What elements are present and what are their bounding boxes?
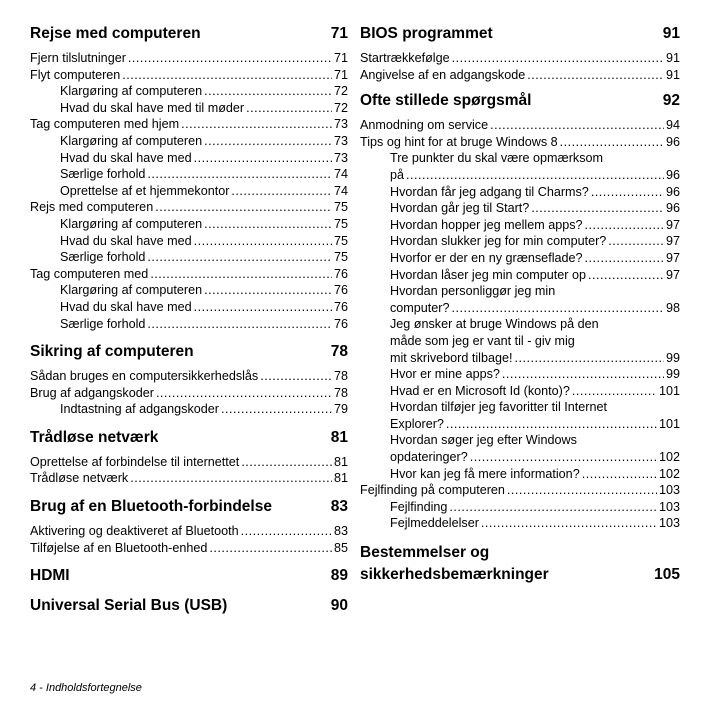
toc-section-title: HDMI — [30, 567, 70, 585]
toc-entry-page: 85 — [333, 540, 348, 555]
toc-entry-page: 91 — [665, 67, 680, 82]
toc-entry[interactable] — [30, 316, 348, 333]
dot-leader — [507, 482, 657, 499]
toc-entry-page: 99 — [665, 350, 680, 365]
toc-entry-page: 101 — [658, 416, 680, 431]
toc-entry-page: 76 — [333, 283, 348, 298]
toc-entry-continued-line: Jeg ønsker at bruge Windows på den — [390, 317, 599, 332]
toc-entry-page: 96 — [665, 184, 680, 199]
toc-entry-label: Hvad du skal have med — [60, 150, 192, 165]
dot-leader — [527, 67, 664, 84]
dot-leader — [122, 67, 332, 84]
dot-leader — [241, 523, 332, 540]
toc-entry[interactable] — [360, 217, 680, 234]
toc-entry-page: 94 — [665, 118, 680, 133]
toc-entry-page: 102 — [658, 466, 680, 481]
toc-section-heading[interactable] — [30, 596, 348, 616]
toc-entry[interactable] — [30, 368, 348, 385]
toc-entry-label: Sådan bruges en computersikkerhedslås — [30, 369, 259, 384]
toc-entry[interactable] — [30, 116, 348, 133]
toc-entry-page: 97 — [665, 234, 680, 249]
toc-entry-label: Hvordan får jeg adgang til Charms? — [390, 184, 589, 199]
toc-entry[interactable] — [360, 416, 680, 433]
toc-section-page: 78 — [330, 343, 348, 361]
toc-entry-label: Tag computeren med — [30, 266, 149, 281]
toc-entry-page: 97 — [665, 250, 680, 265]
toc-entry-page: 96 — [665, 167, 680, 182]
toc-section-title: Ofte stillede spørgsmål — [360, 92, 532, 110]
toc-entry-page: 103 — [658, 516, 680, 531]
toc-entry-label: Aktivering og deaktiveret af Bluetooth — [30, 524, 239, 539]
toc-entry-label: Oprettelse af et hjemmekontor — [60, 183, 230, 198]
toc-entry-label: Hvordan hopper jeg mellem apps? — [390, 217, 583, 232]
dot-leader — [231, 183, 332, 200]
toc-section-title: Universal Serial Bus (USB) — [30, 597, 228, 615]
dot-leader — [452, 300, 664, 317]
toc-column-right — [360, 24, 680, 591]
toc-section-page: 90 — [330, 597, 348, 615]
toc-entry-page: 83 — [333, 524, 348, 539]
toc-section-title: BIOS programmet — [360, 25, 493, 42]
toc-section-title: sikkerhedsbemærkninger — [360, 566, 549, 584]
toc-entry[interactable] — [30, 540, 348, 557]
toc-entry[interactable] — [30, 166, 348, 183]
toc-entry-label: Hvordan går jeg til Start? — [390, 201, 530, 216]
dot-leader — [572, 383, 657, 400]
dot-leader — [204, 133, 332, 150]
dot-leader — [260, 368, 332, 385]
toc-entry-page: 79 — [333, 402, 348, 417]
toc-entry-page: 97 — [665, 217, 680, 232]
dot-leader — [204, 216, 332, 233]
toc-entry[interactable] — [360, 233, 680, 250]
toc-section-title: Sikring af computeren — [30, 343, 194, 361]
toc-entry[interactable] — [30, 266, 348, 283]
toc-entry-page: 78 — [333, 385, 348, 400]
toc-entry[interactable] — [360, 383, 680, 400]
toc-section-heading[interactable] — [30, 342, 348, 362]
toc-section-title: Rejse med computeren — [30, 25, 201, 42]
toc-entry[interactable] — [30, 133, 348, 150]
toc-entry-page: 74 — [333, 167, 348, 182]
toc-entry-continued-line: Hvordan søger jeg efter Windows — [390, 433, 577, 448]
dot-leader — [150, 266, 332, 283]
dot-leader — [181, 116, 332, 133]
toc-entry-label: Flyt computeren — [30, 67, 121, 82]
toc-entry-page: 78 — [333, 369, 348, 384]
toc-entry[interactable] — [360, 134, 680, 151]
dot-leader — [194, 150, 332, 167]
dot-leader — [246, 100, 332, 117]
toc-entry-label: Brug af adgangskoder — [30, 385, 154, 400]
toc-entry[interactable] — [360, 167, 680, 184]
toc-entry-page: 73 — [333, 150, 348, 165]
dot-leader — [531, 200, 664, 217]
toc-entry-page: 72 — [333, 100, 348, 115]
toc-section-title: Trådløse netværk — [30, 428, 159, 446]
toc-section-heading[interactable] — [30, 566, 348, 586]
toc-entry-label: Fejlfinding på computeren — [360, 483, 505, 498]
toc-entry-label: Klargøring af computeren — [60, 283, 203, 298]
toc-entry[interactable] — [30, 50, 348, 67]
toc-entry-page: 81 — [333, 454, 348, 469]
dot-leader — [446, 416, 657, 433]
dot-leader — [470, 449, 657, 466]
dot-leader — [588, 267, 664, 284]
toc-entry[interactable] — [360, 184, 680, 201]
toc-entry-label: Tilføjelse af en Bluetooth-enhed — [30, 540, 208, 555]
toc-entry[interactable] — [30, 216, 348, 233]
dot-leader — [591, 184, 664, 201]
toc-entry-label: Indtastning af adgangskoder — [60, 402, 219, 417]
toc-section-heading[interactable] — [360, 91, 680, 111]
toc-entry-page: 97 — [665, 267, 680, 282]
toc-entry[interactable] — [30, 199, 348, 216]
toc-entry[interactable] — [30, 83, 348, 100]
toc-entry-page: 98 — [665, 300, 680, 315]
dot-leader — [515, 350, 664, 367]
toc-entry[interactable] — [30, 401, 348, 418]
toc-entry[interactable] — [30, 523, 348, 540]
toc-entry-page: 103 — [658, 483, 680, 498]
toc-entry-label: Fejlfinding — [390, 499, 448, 514]
toc-entry[interactable] — [30, 282, 348, 299]
toc-column-left — [30, 24, 348, 622]
toc-entry-label: Hvorfor er der en ny grænseflade? — [390, 250, 583, 265]
toc-entry-page: 71 — [333, 67, 348, 82]
toc-entry-label: Fejlmeddelelser — [390, 516, 479, 531]
toc-entry[interactable] — [360, 200, 680, 217]
toc-entry-label: computer? — [390, 300, 450, 315]
toc-entry[interactable] — [30, 183, 348, 200]
toc-entry-label: Anmodning om service — [360, 118, 489, 133]
dot-leader — [406, 167, 664, 184]
toc-entry-label: Angivelse af en adgangskode — [360, 67, 526, 82]
toc-entry-page: 102 — [658, 450, 680, 465]
toc-entry[interactable] — [360, 300, 680, 317]
dot-leader — [449, 499, 657, 516]
toc-entry-label: Hvordan slukker jeg for min computer? — [390, 234, 607, 249]
dot-leader — [156, 385, 332, 402]
toc-entry-label: Hvad er en Microsoft Id (konto)? — [390, 383, 570, 398]
toc-section-heading[interactable] — [30, 428, 348, 448]
toc-section-page: 105 — [654, 566, 680, 584]
toc-entry[interactable] — [30, 385, 348, 402]
toc-entry-continued-line: Hvordan personliggør jeg min — [390, 284, 556, 299]
toc-entry-label: Fjern tilslutninger — [30, 51, 126, 65]
toc-entry-label: Hvordan låser jeg min computer op — [390, 267, 586, 282]
page-footer: 4 - Indholdsfortegnelse — [30, 682, 142, 694]
toc-section-heading[interactable] — [360, 24, 680, 44]
toc-entry[interactable] — [30, 67, 348, 84]
toc-entry[interactable] — [360, 350, 680, 367]
toc-entry-page: 75 — [333, 216, 348, 231]
toc-entry[interactable] — [30, 233, 348, 250]
toc-entry[interactable] — [360, 250, 680, 267]
toc-entry[interactable] — [360, 449, 680, 466]
dot-leader — [147, 166, 332, 183]
toc-entry-page: 81 — [333, 471, 348, 486]
toc-entry[interactable] — [360, 515, 680, 532]
dot-leader — [147, 249, 332, 266]
dot-leader — [585, 250, 664, 267]
dot-leader — [209, 540, 332, 557]
toc-entry-label: opdateringer? — [390, 450, 468, 465]
toc-section-heading[interactable] — [30, 24, 348, 44]
toc-entry-label: Startrækkefølge — [360, 51, 450, 65]
toc-entry[interactable] — [360, 117, 680, 134]
toc-entry-label: på — [390, 167, 405, 182]
toc-entry-label: Hvad du skal have med — [60, 233, 192, 248]
dot-leader — [128, 50, 332, 67]
toc-entry[interactable] — [360, 67, 680, 84]
toc-entry-label: Tag computeren med hjem — [30, 117, 180, 132]
toc-entry[interactable] — [360, 366, 680, 383]
toc-entry-label: Oprettelse af forbindelse til internettet — [30, 454, 240, 469]
toc-entry-label: Særlige forhold — [60, 250, 146, 265]
dot-leader — [204, 282, 332, 299]
dot-leader — [147, 316, 332, 333]
toc-section-page: 91 — [662, 25, 680, 42]
toc-entry-continued-line: Hvordan tilføjer jeg favoritter til Internet — [390, 400, 607, 415]
dot-leader — [608, 233, 664, 250]
toc-entry-page: 73 — [333, 117, 348, 132]
toc-entry-page: 74 — [333, 183, 348, 198]
toc-entry-label: Hvor er mine apps? — [390, 367, 500, 382]
dot-leader — [481, 515, 657, 532]
toc-entry[interactable] — [360, 482, 680, 499]
toc-section-page: 83 — [330, 498, 348, 516]
toc-entry-page: 75 — [333, 200, 348, 215]
toc-section-page: 71 — [330, 25, 348, 42]
toc-entry[interactable] — [30, 249, 348, 266]
toc-entry-label: mit skrivebord tilbage! — [390, 350, 513, 365]
toc-entry-page: 76 — [333, 299, 348, 314]
toc-entry-label: Trådløse netværk — [30, 471, 129, 486]
toc-entry-continued-line: Tre punkter du skal være opmærksom — [390, 151, 603, 166]
toc-entry[interactable] — [30, 100, 348, 117]
toc-entry-page: 103 — [658, 499, 680, 514]
dot-leader — [502, 366, 664, 383]
dot-leader — [241, 454, 332, 471]
dot-leader — [194, 233, 332, 250]
toc-entry-label: Særlige forhold — [60, 316, 146, 331]
toc-entry-page: 71 — [333, 51, 348, 65]
dot-leader — [194, 299, 332, 316]
toc-entry-page: 72 — [333, 84, 348, 99]
toc-entry-page: 75 — [333, 250, 348, 265]
toc-entry-page: 73 — [333, 133, 348, 148]
toc-entry-label: Rejs med computeren — [30, 200, 154, 215]
toc-entry-label: Klargøring af computeren — [60, 216, 203, 231]
toc-entry[interactable] — [360, 499, 680, 516]
toc-entry-label: Hvor kan jeg få mere information? — [390, 466, 580, 481]
toc-section-title: Brug af en Bluetooth-forbindelse — [30, 498, 272, 516]
dot-leader — [130, 470, 332, 487]
toc-section-heading[interactable] — [360, 565, 680, 585]
toc-entry-page: 76 — [333, 266, 348, 281]
dot-leader — [582, 466, 657, 483]
toc-entry[interactable] — [360, 267, 680, 284]
toc-entry[interactable] — [30, 299, 348, 316]
toc-entry-label: Hvad du skal have med til møder — [60, 100, 245, 115]
toc-entry[interactable] — [360, 466, 680, 483]
toc-entry-page: 99 — [665, 367, 680, 382]
toc-section-page: 81 — [330, 428, 348, 446]
toc-entry-label: Explorer? — [390, 416, 444, 431]
dot-leader — [204, 83, 332, 100]
dot-leader — [490, 117, 664, 134]
toc-entry-label: Klargøring af computeren — [60, 133, 203, 148]
toc-section-heading[interactable] — [30, 497, 348, 517]
toc-entry-page: 96 — [665, 134, 680, 149]
toc-section-page: 92 — [662, 92, 680, 110]
toc-entry[interactable] — [30, 470, 348, 487]
toc-entry-page: 101 — [658, 383, 680, 398]
toc-entry-label: Særlige forhold — [60, 167, 146, 182]
toc-entry-label: Tips og hint for at bruge Windows 8 — [360, 134, 558, 149]
toc-entry-page: 75 — [333, 233, 348, 248]
dot-leader — [221, 401, 332, 418]
toc-section-page: 89 — [330, 567, 348, 585]
toc-entry-page: 76 — [333, 316, 348, 331]
toc-entry[interactable] — [30, 454, 348, 471]
toc-entry-page: 96 — [665, 201, 680, 216]
dot-leader — [452, 50, 664, 67]
toc-entry[interactable] — [30, 150, 348, 167]
toc-entry[interactable] — [360, 50, 680, 67]
dot-leader — [585, 217, 664, 234]
toc-entry-label: Hvad du skal have med — [60, 299, 192, 314]
toc-entry-label: Klargøring af computeren — [60, 84, 203, 99]
toc-entry-page: 91 — [665, 51, 680, 65]
toc-entry-continued-line: måde som jeg er vant til - giv mig — [390, 333, 575, 348]
dot-leader — [155, 199, 332, 216]
toc-section-title-line[interactable]: Bestemmelser og — [360, 544, 490, 562]
dot-leader — [560, 134, 664, 151]
